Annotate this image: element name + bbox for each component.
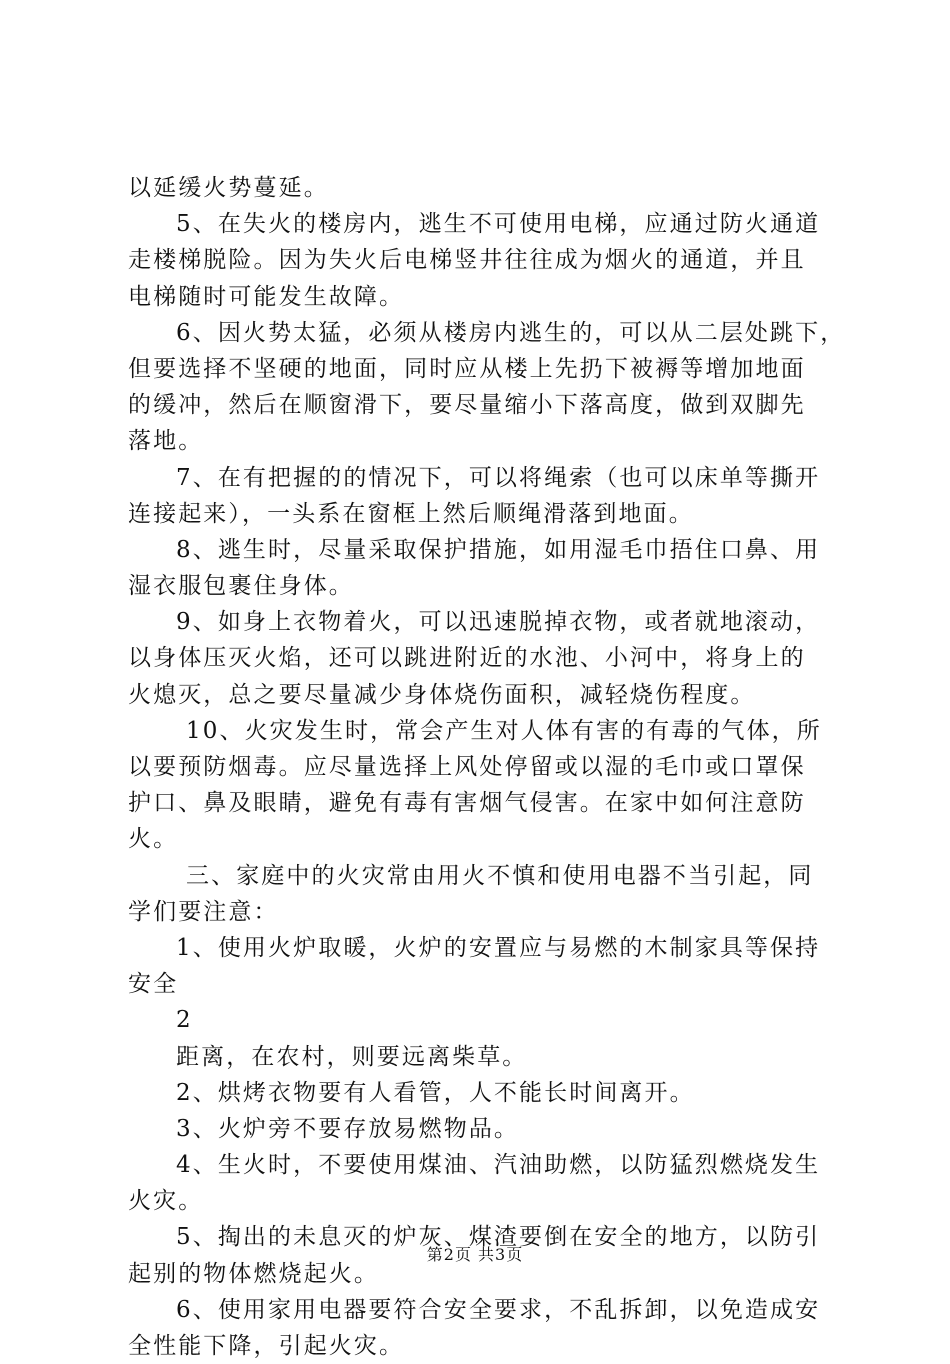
text-line: 2、烘烤衣物要有人看管，人不能长时间离开。	[176, 1079, 695, 1106]
text-line: 3、火炉旁不要存放易燃物品。	[176, 1115, 520, 1142]
text-line: 全性能下降，引起火灾。	[128, 1333, 405, 1359]
text-line: 10、火灾发生时，常会产生对人体有害的有毒的气体，所	[186, 717, 822, 744]
text-line: 1、使用火炉取暖，火炉的安置应与易燃的木制家具等保持	[176, 934, 821, 961]
text-line: 连接起来），一头系在窗框上然后顺绳滑落到地面。	[128, 500, 694, 527]
text-line: 护口、鼻及眼睛，避免有毒有害烟气侵害。在家中如何注意防	[128, 790, 806, 817]
text-line: 火熄灭，总之要尽量减少身体烧伤面积，减轻烧伤程度。	[128, 681, 756, 708]
text-line: 5、掏出的未息灭的炉灰、煤渣要倒在安全的地方，以防引	[176, 1224, 821, 1251]
text-line: 火灾。	[128, 1188, 204, 1215]
text-line: 6、使用家用电器要符合安全要求，不乱拆卸，以免造成安	[176, 1296, 821, 1323]
text-line: 的缓冲，然后在顺窗滑下，要尽量缩小下落高度，做到双脚先	[128, 392, 806, 419]
text-line: 三、家庭中的火灾常由用火不慎和使用电器不当引起，同	[186, 862, 814, 889]
text-line: 5、在失火的楼房内，逃生不可使用电梯，应通过防火通道	[176, 211, 821, 238]
document-body	[128, 170, 846, 1364]
text-line: 以身体压灭火焰，还可以跳进附近的水池、小河中，将身上的	[128, 645, 806, 672]
text-line: 起别的物体燃烧起火。	[128, 1260, 379, 1287]
text-line: 电梯随时可能发生故障。	[128, 283, 405, 310]
text-line: 安全	[128, 971, 179, 998]
text-line: 4、生火时，不要使用煤油、汽油助燃，以防猛烈燃烧发生	[176, 1152, 821, 1179]
page-footer: 第2页 共3页	[426, 1245, 524, 1264]
text-line: 学们要注意：	[128, 898, 279, 925]
text-line: 以延缓火势蔓延。	[128, 175, 329, 201]
text-line: 2	[176, 1007, 193, 1034]
text-line: 走楼梯脱险。因为失火后电梯竖井往往成为烟火的通道，并且	[128, 247, 806, 274]
text-line: 7、在有把握的的情况下，可以将绳索（也可以床单等撕开	[176, 464, 821, 491]
text-line: 湿衣服包裹住身体。	[128, 573, 354, 600]
text-line: 距离，在农村，则要远离柴草。	[176, 1043, 528, 1070]
text-line: 8、逃生时，尽量采取保护措施，如用湿毛巾捂住口鼻、用	[176, 536, 821, 563]
text-line: 9、如身上衣物着火，可以迅速脱掉衣物，或者就地滚动，	[176, 609, 821, 636]
text-line: 6、因火势太猛，必须从楼房内逃生的，可以从二层处跳下，	[176, 319, 846, 346]
text-line: 落地。	[128, 428, 204, 455]
text-line: 以要预防烟毒。应尽量选择上风处停留或以湿的毛巾或口罩保	[128, 754, 806, 780]
text-line: 但要选择不坚硬的地面，同时应从楼上先扔下被褥等增加地面	[128, 355, 806, 382]
text-line: 火。	[128, 826, 179, 853]
